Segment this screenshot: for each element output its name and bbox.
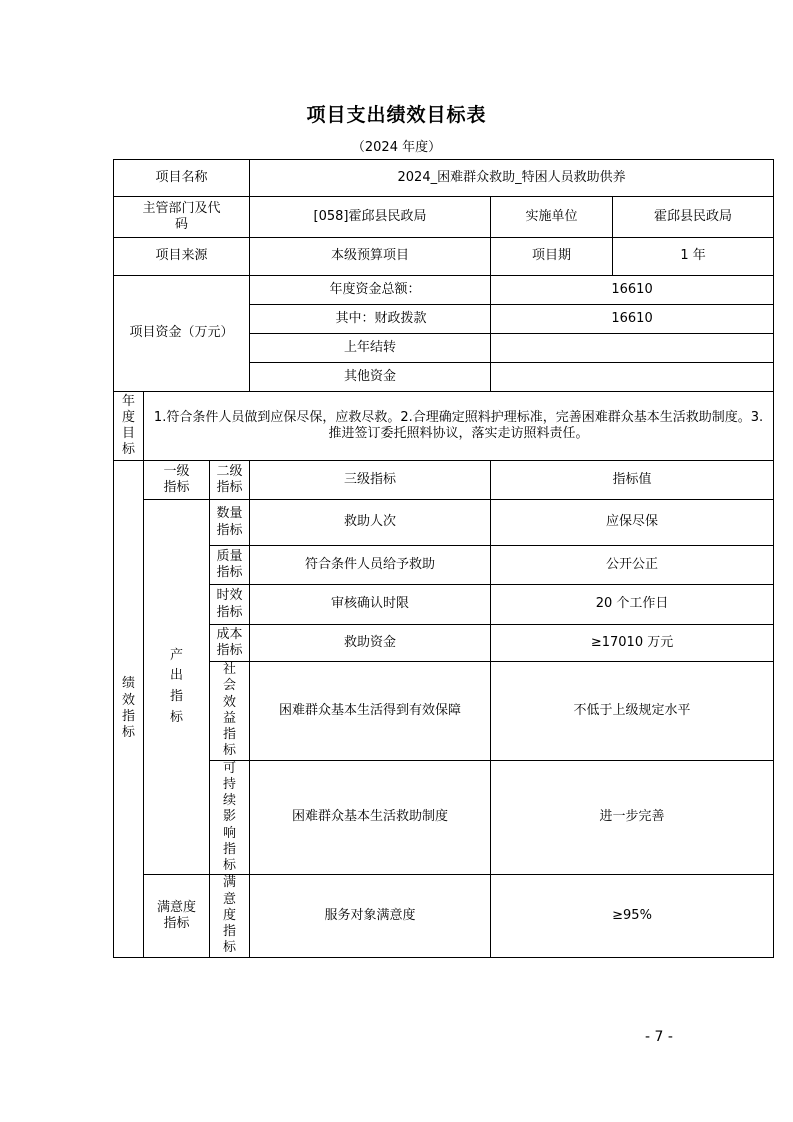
row-project-name xyxy=(114,160,774,197)
fund-fiscal-value: 16610 xyxy=(491,305,774,334)
table-row xyxy=(114,662,774,761)
row-department xyxy=(114,197,774,238)
indicator-value: ≥95% xyxy=(491,875,774,957)
fund-carry-value xyxy=(491,334,774,363)
indicator-level2: 质量指标 xyxy=(210,546,250,585)
indicator-level2: 社会效益指标 xyxy=(210,662,250,761)
indicator-level3: 服务对象满意度 xyxy=(250,875,491,957)
funds-label: 项目资金（万元） xyxy=(114,276,250,392)
table-row xyxy=(114,546,774,585)
page-title: 项目支出绩效目标表 xyxy=(306,104,487,126)
indicator-level2: 满意度指标 xyxy=(210,875,250,957)
indicator-value: 不低于上级规定水平 xyxy=(491,662,774,761)
col-level3-header: 三级指标 xyxy=(250,461,491,500)
fund-carry-label: 上年结转 xyxy=(250,334,491,363)
fund-total-value: 16610 xyxy=(491,276,774,305)
performance-target-table xyxy=(113,159,774,958)
col-value-header: 指标值 xyxy=(491,461,774,500)
table-row xyxy=(114,760,774,875)
indicator-level2: 数量指标 xyxy=(210,500,250,546)
indicators-section-label: 绩效指标 xyxy=(114,461,144,958)
indicator-level3: 救助人次 xyxy=(250,500,491,546)
project-name-value: 2024_困难群众救助_特困人员救助供养 xyxy=(250,160,774,197)
row-source xyxy=(114,238,774,276)
indicator-value: 进一步完善 xyxy=(491,760,774,875)
fund-total-label: 年度资金总额： xyxy=(250,276,491,305)
indicator-value: 公开公正 xyxy=(491,546,774,585)
source-value: 本级预算项目 xyxy=(250,238,491,276)
row-fund-total xyxy=(114,276,774,305)
output-indicator-label: 产出指标 xyxy=(144,500,210,875)
page-subtitle: （2024 年度） xyxy=(351,140,442,155)
indicator-value: 20 个工作日 xyxy=(491,585,774,625)
indicator-value: ≥17010 万元 xyxy=(491,625,774,662)
table-row xyxy=(114,875,774,957)
indicator-level3: 困难群众基本生活救助制度 xyxy=(250,760,491,875)
indicator-level3: 符合条件人员给予救助 xyxy=(250,546,491,585)
period-label: 项目期 xyxy=(491,238,613,276)
source-label: 项目来源 xyxy=(114,238,250,276)
indicator-level2: 可持续影响指标 xyxy=(210,760,250,875)
period-value: 1 年 xyxy=(613,238,774,276)
col-level2-header: 二级指标 xyxy=(210,461,250,500)
satisfaction-indicator-label: 满意度指标 xyxy=(144,875,210,957)
annual-goal-label: 年度目标 xyxy=(114,392,144,461)
project-name-label: 项目名称 xyxy=(114,160,250,197)
indicator-level2: 时效指标 xyxy=(210,585,250,625)
indicator-level2: 成本指标 xyxy=(210,625,250,662)
col-level1-header: 一级指标 xyxy=(144,461,210,500)
indicator-value: 应保尽保 xyxy=(491,500,774,546)
fund-other-value xyxy=(491,363,774,392)
indicator-level3: 困难群众基本生活得到有效保障 xyxy=(250,662,491,761)
fund-other-label: 其他资金 xyxy=(250,363,491,392)
impl-unit-value: 霍邱县民政局 xyxy=(613,197,774,238)
fund-fiscal-label: 其中：财政拨款 xyxy=(250,305,491,334)
indicator-level3: 审核确认时限 xyxy=(250,585,491,625)
indicator-level3: 救助资金 xyxy=(250,625,491,662)
row-indicator-header xyxy=(114,461,774,500)
table-row xyxy=(114,585,774,625)
table-row xyxy=(114,625,774,662)
row-annual-goal xyxy=(114,392,774,461)
annual-goal-text: 1.符合条件人员做到应保尽保，应救尽救。2.合理确定照料护理标准，完善困难群众基本生活救助制度。3.推进签订委托照料协议，落实走访照料责任。 xyxy=(144,392,774,461)
page-number: - 7 - xyxy=(645,1029,673,1045)
table-row xyxy=(114,500,774,546)
dept-label: 主管部门及代码 xyxy=(114,197,250,238)
dept-value: [058]霍邱县民政局 xyxy=(250,197,491,238)
impl-unit-label: 实施单位 xyxy=(491,197,613,238)
